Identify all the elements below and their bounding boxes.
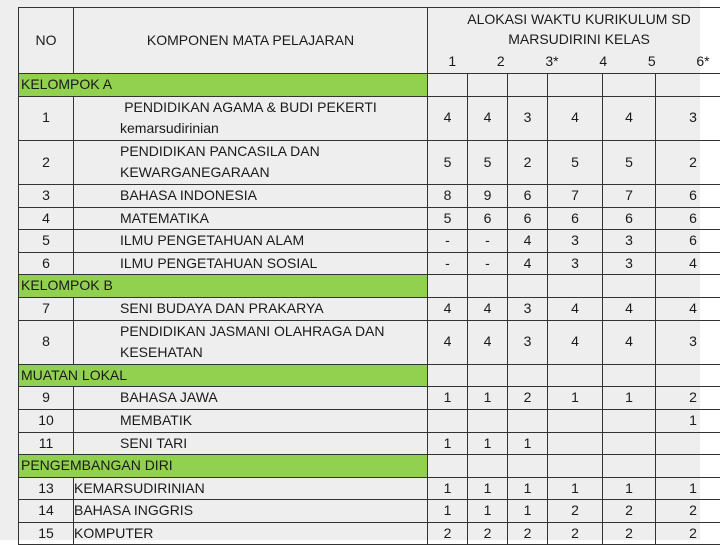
value-g1: - bbox=[428, 252, 468, 275]
table-row bbox=[19, 432, 720, 455]
value-g3: 3 bbox=[508, 96, 548, 140]
value-g2: 4 bbox=[468, 320, 508, 364]
value-g5: 2 bbox=[603, 500, 656, 523]
curriculum-table bbox=[18, 7, 720, 545]
subject-name: MATEMATIKA bbox=[74, 207, 428, 230]
table-row bbox=[19, 140, 720, 184]
value-g2: 6 bbox=[468, 207, 508, 230]
group-row bbox=[19, 74, 720, 97]
value-g3: 1 bbox=[508, 500, 548, 523]
header-alloc-line1: ALOKASI WAKTU KURIKULUM SD bbox=[428, 9, 720, 29]
value-g5: 7 bbox=[603, 184, 656, 207]
row-no: 1 bbox=[19, 96, 74, 140]
row-no: 14 bbox=[19, 500, 74, 523]
value-g4: 1 bbox=[548, 387, 603, 410]
subject-name: BAHASA INDONESIA bbox=[74, 184, 428, 207]
subject-name: BAHASA INGGRIS bbox=[74, 500, 428, 523]
value-g5: 5 bbox=[603, 140, 656, 184]
value-g5: 6 bbox=[603, 207, 656, 230]
value-g6: 2 bbox=[656, 500, 720, 523]
row-no: 9 bbox=[19, 387, 74, 410]
row-no: 10 bbox=[19, 409, 74, 432]
header-component: KOMPONEN MATA PELAJARAN bbox=[74, 8, 428, 74]
value-g1: 4 bbox=[428, 96, 468, 140]
value-g5: 4 bbox=[603, 297, 656, 320]
grade-1: 1 bbox=[448, 51, 456, 73]
value-g3: 3 bbox=[508, 320, 548, 364]
subject-name: KOMPUTER bbox=[74, 522, 428, 545]
value-g6: 2 bbox=[656, 140, 720, 184]
value-g3: 6 bbox=[508, 184, 548, 207]
value-g4: 4 bbox=[548, 96, 603, 140]
group-b-label: KELOMPOK B bbox=[19, 275, 428, 298]
value-g3: 4 bbox=[508, 252, 548, 275]
value-g6: 4 bbox=[656, 297, 720, 320]
value-g4: 3 bbox=[548, 230, 603, 253]
value-g6 bbox=[656, 432, 720, 455]
value-g3: 1 bbox=[508, 477, 548, 500]
value-g6: 1 bbox=[656, 409, 720, 432]
table-row bbox=[19, 252, 720, 275]
value-g2: 1 bbox=[468, 387, 508, 410]
value-g2: 2 bbox=[468, 522, 508, 545]
value-g6: 3 bbox=[656, 96, 720, 140]
table-row bbox=[19, 409, 720, 432]
table-row bbox=[19, 96, 720, 140]
header-row bbox=[19, 8, 720, 74]
subject-name: PENDIDIKAN AGAMA & BUDI PEKERTI kemarsudirinian bbox=[74, 96, 428, 140]
value-g4: 7 bbox=[548, 184, 603, 207]
subject-name: SENI TARI bbox=[74, 432, 428, 455]
value-g2: - bbox=[468, 252, 508, 275]
row-no: 7 bbox=[19, 297, 74, 320]
value-g3: 4 bbox=[508, 230, 548, 253]
table-row bbox=[19, 320, 720, 364]
header-allocation bbox=[428, 8, 720, 74]
table-row bbox=[19, 477, 720, 500]
grade-6: 6* bbox=[696, 51, 709, 73]
value-g4: 5 bbox=[548, 140, 603, 184]
value-g2: 5 bbox=[468, 140, 508, 184]
value-g4: 6 bbox=[548, 207, 603, 230]
value-g5: 4 bbox=[603, 96, 656, 140]
group-row bbox=[19, 364, 720, 387]
value-g3: 2 bbox=[508, 140, 548, 184]
subject-name: KEMARSUDIRINIAN bbox=[74, 477, 428, 500]
subject-name: ILMU PENGETAHUAN SOSIAL bbox=[74, 252, 428, 275]
row-no: 3 bbox=[19, 184, 74, 207]
group-local-label: MUATAN LOKAL bbox=[19, 364, 428, 387]
value-g1: 4 bbox=[428, 320, 468, 364]
value-g2 bbox=[468, 409, 508, 432]
value-g3: 1 bbox=[508, 432, 548, 455]
value-g1: 2 bbox=[428, 522, 468, 545]
group-row bbox=[19, 455, 720, 478]
value-g6: 3 bbox=[656, 320, 720, 364]
value-g3: 3 bbox=[508, 297, 548, 320]
value-g5: 2 bbox=[603, 522, 656, 545]
value-g6: 6 bbox=[656, 230, 720, 253]
value-g5: 1 bbox=[603, 477, 656, 500]
value-g6: 2 bbox=[656, 522, 720, 545]
group-row bbox=[19, 275, 720, 298]
row-no: 5 bbox=[19, 230, 74, 253]
value-g6: 6 bbox=[656, 207, 720, 230]
value-g2: 4 bbox=[468, 297, 508, 320]
value-g4 bbox=[548, 409, 603, 432]
group-self-label: PENGEMBANGAN DIRI bbox=[19, 455, 428, 478]
table-row bbox=[19, 522, 720, 545]
value-g6: 6 bbox=[656, 184, 720, 207]
value-g5: 4 bbox=[603, 320, 656, 364]
value-g4 bbox=[548, 432, 603, 455]
value-g2: - bbox=[468, 230, 508, 253]
value-g3: 6 bbox=[508, 207, 548, 230]
value-g4: 1 bbox=[548, 477, 603, 500]
value-g2: 4 bbox=[468, 96, 508, 140]
row-no: 6 bbox=[19, 252, 74, 275]
table-row bbox=[19, 207, 720, 230]
value-g2: 1 bbox=[468, 432, 508, 455]
table-row bbox=[19, 387, 720, 410]
value-g4: 4 bbox=[548, 320, 603, 364]
subject-name: SENI BUDAYA DAN PRAKARYA bbox=[74, 297, 428, 320]
header-no: NO bbox=[19, 8, 74, 74]
table-row bbox=[19, 184, 720, 207]
subject-name: ILMU PENGETAHUAN ALAM bbox=[74, 230, 428, 253]
value-g6: 1 bbox=[656, 477, 720, 500]
row-no: 2 bbox=[19, 140, 74, 184]
row-no: 13 bbox=[19, 477, 74, 500]
value-g6: 2 bbox=[656, 387, 720, 410]
value-g1: 1 bbox=[428, 477, 468, 500]
value-g3 bbox=[508, 409, 548, 432]
table-row bbox=[19, 230, 720, 253]
value-g4: 2 bbox=[548, 522, 603, 545]
table-row bbox=[19, 500, 720, 523]
value-g1 bbox=[428, 409, 468, 432]
value-g1: 5 bbox=[428, 207, 468, 230]
grade-2: 2 bbox=[497, 51, 505, 73]
value-g5: 3 bbox=[603, 252, 656, 275]
value-g4: 3 bbox=[548, 252, 603, 275]
value-g1: 8 bbox=[428, 184, 468, 207]
value-g3: 2 bbox=[508, 522, 548, 545]
value-g1: 1 bbox=[428, 432, 468, 455]
grade-5: 5 bbox=[648, 51, 656, 73]
value-g1: 5 bbox=[428, 140, 468, 184]
value-g1: 1 bbox=[428, 387, 468, 410]
value-g1: - bbox=[428, 230, 468, 253]
row-no: 11 bbox=[19, 432, 74, 455]
value-g3: 2 bbox=[508, 387, 548, 410]
value-g4: 4 bbox=[548, 297, 603, 320]
table-row bbox=[19, 297, 720, 320]
value-g2: 9 bbox=[468, 184, 508, 207]
row-no: 8 bbox=[19, 320, 74, 364]
row-no: 4 bbox=[19, 207, 74, 230]
value-g2: 1 bbox=[468, 500, 508, 523]
value-g1: 4 bbox=[428, 297, 468, 320]
group-a-label: KELOMPOK A bbox=[19, 74, 428, 97]
value-g6: 4 bbox=[656, 252, 720, 275]
value-g5: 3 bbox=[603, 230, 656, 253]
grade-3: 3* bbox=[545, 51, 558, 73]
value-g1: 1 bbox=[428, 500, 468, 523]
header-alloc-line2: MARSUDIRINI KELAS bbox=[428, 29, 720, 49]
subject-name: BAHASA JAWA bbox=[74, 387, 428, 410]
value-g5 bbox=[603, 432, 656, 455]
subject-name: MEMBATIK bbox=[74, 409, 428, 432]
row-no: 15 bbox=[19, 522, 74, 545]
grade-4: 4 bbox=[599, 51, 607, 73]
subject-name: PENDIDIKAN PANCASILA DAN KEWARGANEGARAAN bbox=[74, 140, 428, 184]
value-g4: 2 bbox=[548, 500, 603, 523]
subject-name: PENDIDIKAN JASMANI OLAHRAGA DAN KESEHATAN bbox=[74, 320, 428, 364]
value-g5: 1 bbox=[603, 387, 656, 410]
value-g5 bbox=[603, 409, 656, 432]
grade-headers bbox=[428, 51, 720, 73]
value-g2: 1 bbox=[468, 477, 508, 500]
